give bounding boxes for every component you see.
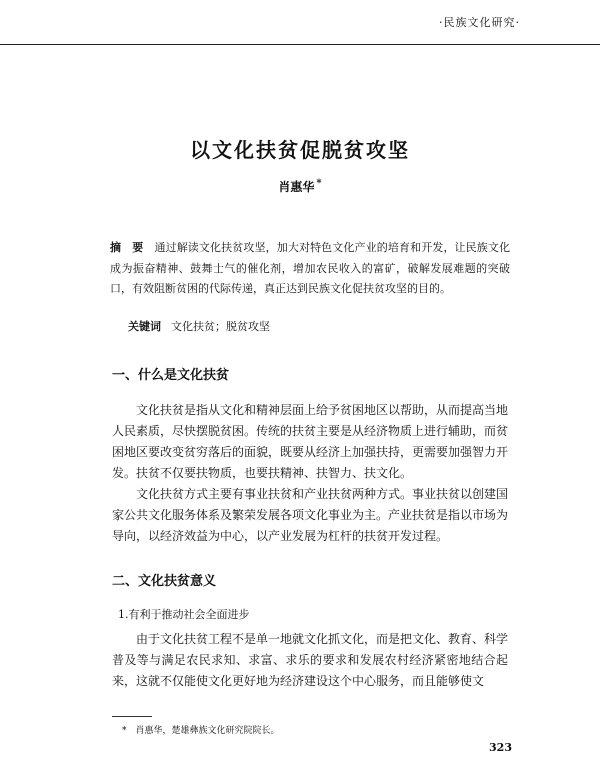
footnote-rule [112,716,152,717]
page-number: 323 [489,741,512,754]
footnote: * 肖惠华，楚雄彝族文化研究院院长。 [122,726,280,736]
section-2-paragraph-1: 由于文化扶贫工程不是单一地就文化抓文化，而是把文化、教育、科学普及等与满足农民求知、求富、求乐的要求和发展农村经济紧密地结合起来，这就不仅能使文化更好地为经济建设这个中心服务，而且能够使文 [112,632,509,688]
section-heading-2: 二、文化扶贫意义 [112,574,217,589]
author-footnote-mark: * [316,178,322,189]
section-2-subheading: 1.有利于推动社会全面进步 [118,608,250,621]
article-title: 以文化扶贫促脱贫攻坚 [190,138,410,162]
keywords [128,318,270,334]
keywords-text: 文化扶贫；脱贫攻坚 [171,320,270,333]
section-1-paragraph-2: 文化扶贫方式主要有事业扶贫和产业扶贫两种方式。事业扶贫以创建国家公共文化服务体系及繁荣发展各项文化事业为主。产业扶贫是指以市场为导向，以经济效益为中心，以产业发展为杠杆的扶贫开发过程。 [112,487,509,543]
author-line [0,178,600,195]
author-name: 肖惠华 [278,180,315,194]
abstract-text: 通过解读文化扶贫攻坚，加大对特色文化产业的培育和开发，让民族文化成为振奋精神、鼓舞士气的催化剂，增加农民收入的富矿，破解发展难题的突破口，有效阻断贫困的代际传递，真正达到民族文化促扶贫攻坚的目的。 [110,241,511,295]
abstract [110,238,510,300]
section-heading-1: 一、什么是文化扶贫 [112,368,230,383]
section-1-paragraph-1: 文化扶贫是指从文化和精神层面上给予贫困地区以帮助，从而提高当地人民素质，尽快摆脱贫困。传统的扶贫主要是从经济物质上进行辅助，而贫困地区要改变贫穷落后的面貌，既要从经济上加强扶持，更需要加强智力开发。扶贫不仅要扶物质，也要扶精神、扶智力、扶文化。 [112,403,509,480]
keywords-label: 关键词 [128,320,161,333]
abstract-label: 摘 要 [110,241,144,254]
running-head: ·民族文化研究· [439,16,520,29]
header-rule [0,44,600,45]
